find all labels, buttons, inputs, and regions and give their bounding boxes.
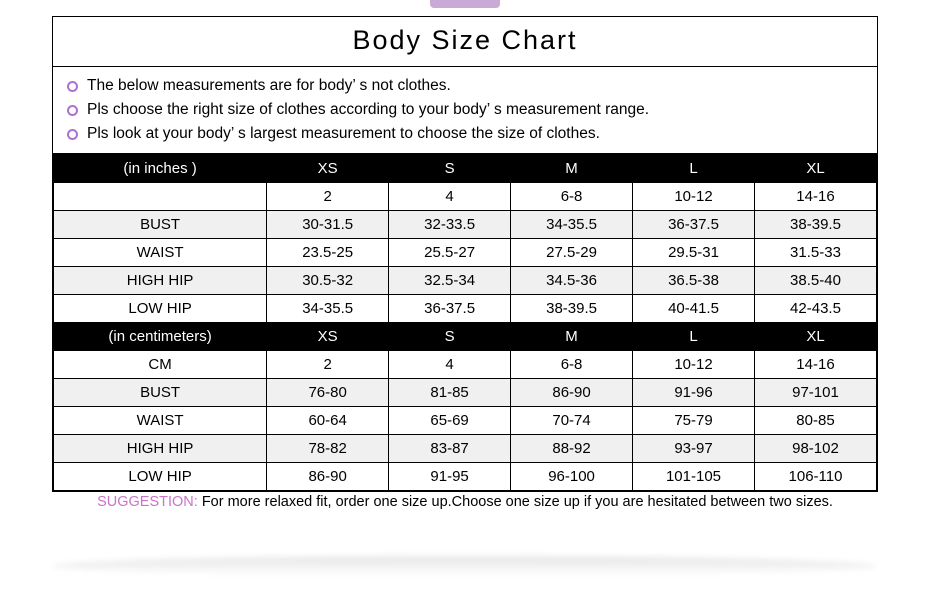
table-row [54, 407, 877, 435]
row-cell: 70-74 [511, 407, 633, 435]
row-label: LOW HIP [54, 295, 267, 323]
cm-header-m: M [511, 323, 633, 351]
row-cell: 40-41.5 [633, 295, 755, 323]
row-cell: 96-100 [511, 463, 633, 491]
table-row [54, 351, 877, 379]
row-cell: 36-37.5 [633, 211, 755, 239]
row-label [54, 183, 267, 211]
table-row [54, 295, 877, 323]
row-cell: 10-12 [633, 351, 755, 379]
row-cell: 86-90 [267, 463, 389, 491]
row-cell: 36.5-38 [633, 267, 755, 295]
notes-list [53, 67, 877, 154]
cm-header-xl: XL [754, 323, 876, 351]
note-item [67, 98, 877, 122]
row-cell: 83-87 [389, 435, 511, 463]
suggestion-label: SUGGESTION: [97, 494, 198, 510]
inches-header-xl: XL [754, 155, 876, 183]
row-cell: 6-8 [511, 351, 633, 379]
row-cell: 86-90 [511, 379, 633, 407]
bottom-shadow [52, 556, 878, 576]
row-cell: 106-110 [754, 463, 876, 491]
row-cell: 38-39.5 [754, 211, 876, 239]
row-cell: 4 [389, 183, 511, 211]
note-text: Pls choose the right size of clothes according to your body’ s measurement range. [87, 101, 650, 118]
inches-header-l: L [633, 155, 755, 183]
row-cell: 10-12 [633, 183, 755, 211]
row-label: LOW HIP [54, 463, 267, 491]
table-row [54, 267, 877, 295]
top-accent-bar [430, 0, 500, 8]
row-cell: 27.5-29 [511, 239, 633, 267]
cm-header-xs: XS [267, 323, 389, 351]
size-chart-card [52, 16, 878, 492]
cm-unit-header: (in centimeters) [54, 323, 267, 351]
table-row [54, 435, 877, 463]
suggestion-line [0, 494, 930, 510]
row-cell: 65-69 [389, 407, 511, 435]
row-cell: 30-31.5 [267, 211, 389, 239]
row-label: WAIST [54, 239, 267, 267]
row-cell: 78-82 [267, 435, 389, 463]
bullet-icon [67, 81, 78, 92]
row-cell: 81-85 [389, 379, 511, 407]
row-label: CM [54, 351, 267, 379]
row-cell: 80-85 [754, 407, 876, 435]
page-title: Body Size Chart [53, 17, 877, 67]
row-label: WAIST [54, 407, 267, 435]
cm-header-l: L [633, 323, 755, 351]
table-row [54, 239, 877, 267]
inches-header-s: S [389, 155, 511, 183]
row-cell: 2 [267, 351, 389, 379]
row-cell: 93-97 [633, 435, 755, 463]
row-cell: 29.5-31 [633, 239, 755, 267]
row-cell: 75-79 [633, 407, 755, 435]
row-cell: 34-35.5 [267, 295, 389, 323]
bullet-icon [67, 105, 78, 116]
inches-header-xs: XS [267, 155, 389, 183]
row-cell: 91-95 [389, 463, 511, 491]
row-cell: 32-33.5 [389, 211, 511, 239]
row-label: HIGH HIP [54, 267, 267, 295]
row-cell: 91-96 [633, 379, 755, 407]
row-label: HIGH HIP [54, 435, 267, 463]
suggestion-text: For more relaxed fit, order one size up.Choose one size up if you are hesitated between two sizes. [201, 494, 833, 510]
note-item [67, 74, 877, 98]
row-cell: 2 [267, 183, 389, 211]
row-cell: 98-102 [754, 435, 876, 463]
row-cell: 14-16 [754, 183, 876, 211]
row-cell: 60-64 [267, 407, 389, 435]
row-cell: 42-43.5 [754, 295, 876, 323]
row-label: BUST [54, 379, 267, 407]
row-cell: 97-101 [754, 379, 876, 407]
cm-header-s: S [389, 323, 511, 351]
row-cell: 101-105 [633, 463, 755, 491]
inches-unit-header: (in inches ) [54, 155, 267, 183]
row-cell: 36-37.5 [389, 295, 511, 323]
note-text: Pls look at your body’ s largest measurement to choose the size of clothes. [87, 125, 600, 142]
row-label: BUST [54, 211, 267, 239]
inches-header-m: M [511, 155, 633, 183]
row-cell: 32.5-34 [389, 267, 511, 295]
note-item [67, 122, 877, 146]
table-row [54, 183, 877, 211]
row-cell: 14-16 [754, 351, 876, 379]
row-cell: 38-39.5 [511, 295, 633, 323]
row-cell: 88-92 [511, 435, 633, 463]
note-text: The below measurements are for body’ s not clothes. [87, 77, 451, 94]
row-cell: 31.5-33 [754, 239, 876, 267]
inches-header-row [54, 155, 877, 183]
table-row [54, 211, 877, 239]
row-cell: 4 [389, 351, 511, 379]
table-row [54, 463, 877, 491]
row-cell: 25.5-27 [389, 239, 511, 267]
row-cell: 76-80 [267, 379, 389, 407]
row-cell: 34.5-36 [511, 267, 633, 295]
cm-header-row [54, 323, 877, 351]
row-cell: 30.5-32 [267, 267, 389, 295]
table-row [54, 379, 877, 407]
row-cell: 38.5-40 [754, 267, 876, 295]
inches-size-table [53, 154, 877, 491]
row-cell: 23.5-25 [267, 239, 389, 267]
row-cell: 6-8 [511, 183, 633, 211]
bullet-icon [67, 129, 78, 140]
row-cell: 34-35.5 [511, 211, 633, 239]
